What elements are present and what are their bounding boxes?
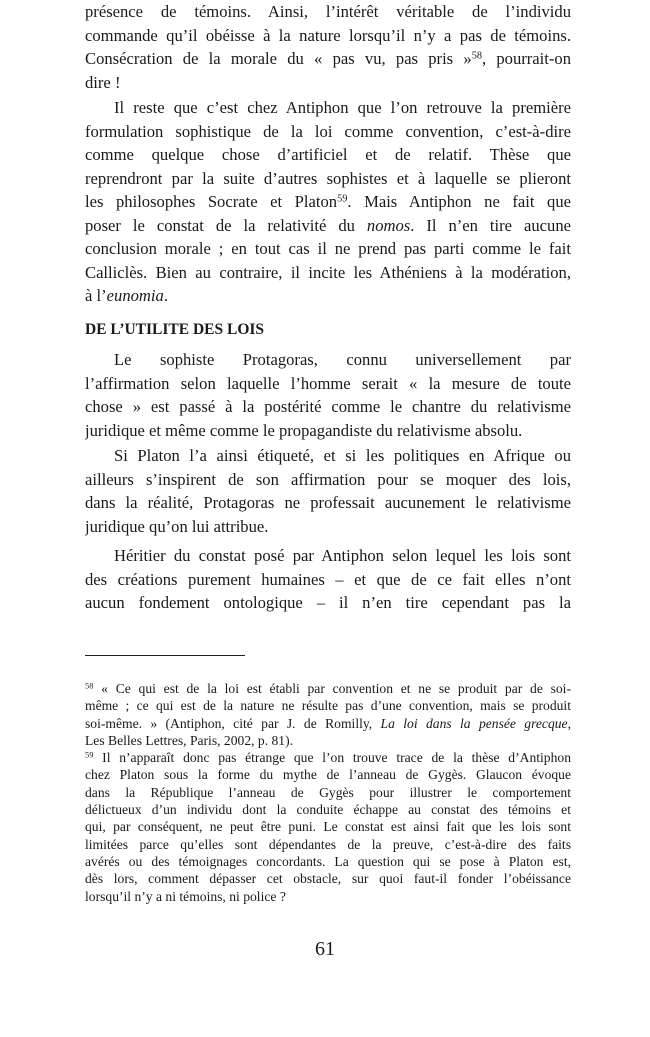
text-run: même ; ce qui est de la nature ne résulte pas d’une convention, mais se produit [85, 698, 571, 714]
footnote-line [85, 888, 571, 905]
text-run: présence de témoins. Ainsi, l’intérêt véritable de l’individu [85, 2, 571, 21]
text-line [85, 143, 571, 167]
text-run: conclusion morale ; en tout cas il ne prend pas parti comme le fait [85, 239, 571, 258]
text-run: . Mais Antiphon ne fait que [347, 192, 571, 211]
text-run: ailleurs s’inspirent de son affirmation pour se moquer des lois, [85, 469, 571, 489]
text-run: chez Platon sous la forme du mythe de l’anneau de Gygès. Glaucon évoque [85, 767, 571, 783]
footnotes [85, 680, 571, 905]
text-line [85, 284, 571, 308]
text-run: dans la réalité, Protagoras ne professait aucunement le relativisme [85, 493, 571, 512]
text-run: chose » est passé à la postérité comme le chantre du relativisme [85, 397, 571, 416]
text-run: Il reste que c’est chez Antiphon que l’on retrouve la première [114, 98, 571, 117]
paragraph-2 [85, 96, 571, 308]
section-heading: DE L’UTILITE DES LOIS [85, 321, 265, 338]
text-run: . [163, 286, 168, 305]
text-line [85, 372, 571, 396]
text-run: limitées parce qu’elles sont dépendantes de la preuve, c’est-à-dire des faits [85, 836, 571, 852]
footnote-line [85, 853, 571, 870]
text-run: juridique et même comme le propagandiste du relativisme absolu. [85, 420, 523, 440]
text-line [85, 468, 571, 492]
text-line [85, 47, 571, 71]
text-line [85, 491, 571, 515]
text-run: Consécration de la morale du « pas vu, pas pris » [85, 49, 472, 68]
text-run: , [567, 715, 571, 731]
footnote-line [85, 836, 571, 853]
italic-text: La loi dans la pensée grecque [380, 715, 568, 731]
page-number: 61 [315, 938, 335, 960]
text-line [85, 515, 571, 539]
text-run: poser le constat de la relativité du [85, 215, 367, 235]
footnote-line [85, 697, 571, 714]
text-run: comme quelque chose d’artificiel et de relatif. Thèse que [85, 145, 571, 164]
text-run: l’affirmation selon laquelle l’homme serait « la mesure de toute [85, 373, 571, 393]
footnote-ref: 58 [85, 680, 94, 691]
text-line [85, 167, 571, 191]
text-line [85, 24, 571, 48]
footnote-line [85, 801, 571, 818]
footnote-line [85, 870, 571, 887]
footnote-line [85, 680, 571, 697]
text-line [85, 0, 571, 24]
text-line [85, 348, 571, 372]
text-run: Si Platon l’a ainsi étiqueté, et si les politiques en Afrique ou [114, 446, 571, 465]
footnote-line [85, 784, 571, 801]
text-line [85, 261, 571, 285]
text-run: soi-même. » (Antiphon, cité par J. de Romilly, [85, 715, 381, 731]
text-run: à l’ [85, 286, 107, 305]
text-run: qui, par conséquent, ne peut être puni. Le constat est ainsi fait que les lois sont [85, 819, 571, 835]
text-line [85, 395, 571, 419]
text-run: commande qu’il obéisse à la nature lorsqu’il n’y a pas de témoins. [85, 25, 571, 45]
footnote-line [85, 749, 571, 766]
paragraph-3 [85, 348, 571, 442]
text-line [85, 444, 571, 468]
footnote-ref: 58 [471, 50, 482, 62]
text-line [85, 568, 571, 592]
text-run: dire ! [85, 72, 121, 92]
text-run: dans la République l’anneau de Gygès pour illustrer le comportement [85, 784, 571, 800]
text-run: avérés ou des témoignages concordants. La question qui se pose à Platon est, [85, 853, 571, 869]
footnote-line [85, 715, 571, 732]
text-run: formulation sophistique de la loi comme convention, c’est-à-dire [85, 121, 571, 141]
text-run: Le sophiste Protagoras, connu universellement par [114, 350, 571, 369]
text-line [85, 419, 571, 443]
text-run: des créations purement humaines – et que de ce fait elles n’ont [85, 569, 571, 589]
text-run: Héritier du constat posé par Antiphon selon lequel les lois sont [114, 546, 571, 565]
text-run: dès lors, comment dépasser cet obstacle, sur quoi faut-il fonder l’obéissance [85, 871, 571, 887]
text-run: juridique qu’on lui attribue. [85, 516, 269, 536]
text-run: délictueux d’un individu dont la conduite échappe au constat des témoins et [85, 802, 571, 818]
text-run: Les Belles Lettres, Paris, 2002, p. 81). [85, 732, 294, 748]
footnote-line [85, 818, 571, 835]
text-line [85, 591, 571, 615]
italic-text: eunomia [106, 286, 164, 305]
text-run: reprendront par la suite d’autres sophistes et à laquelle se plieront [85, 168, 571, 188]
paragraph-5 [85, 544, 571, 615]
text-run: . Il n’en tire aucune [410, 215, 571, 235]
footnote-ref: 59 [85, 749, 94, 760]
text-run: lorsqu’il n’y a ni témoins, ni police ? [85, 888, 286, 904]
text-run: les philosophes Socrate et Platon [85, 192, 338, 211]
text-line [85, 237, 571, 261]
footnote-line [85, 766, 571, 783]
italic-text: nomos [366, 215, 411, 235]
text-run: « Ce qui est de la loi est établi par convention et ne se produit par de soi- [93, 681, 571, 696]
text-line [85, 96, 571, 120]
text-run: Il n’apparaît donc pas étrange que l’on trouve trace de la thèse d’Antiphon [93, 750, 571, 766]
text-run: Calliclès. Bien au contraire, il incite les Athéniens à la modération, [85, 262, 571, 282]
footnote-line [85, 732, 571, 749]
footnote-ref: 59 [337, 193, 348, 205]
text-line [85, 214, 571, 238]
text-line [85, 190, 571, 214]
text-run: aucun fondement ontologique – il n’en tire cependant pas la [85, 593, 571, 612]
paragraph-4 [85, 444, 571, 538]
text-line [85, 71, 571, 95]
paragraph-1 [85, 0, 571, 94]
text-line [85, 120, 571, 144]
text-run: , pourrait-on [481, 49, 571, 68]
text-line [85, 544, 571, 568]
footnote-separator [85, 655, 245, 656]
